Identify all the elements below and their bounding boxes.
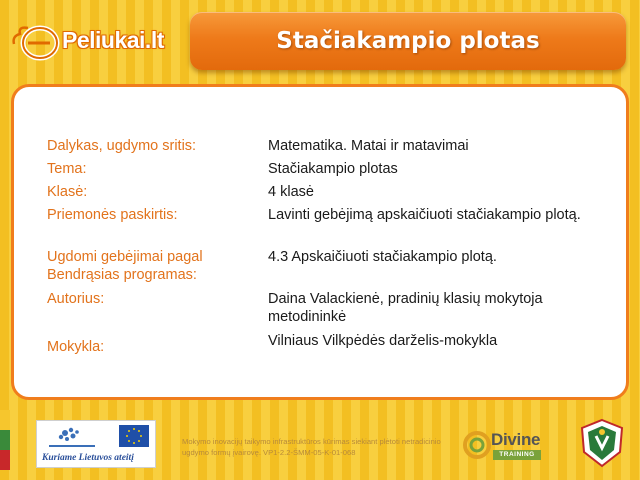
mouse-logo-icon — [10, 22, 70, 62]
info-value: Lavinti gebėjimą apskaičiuoti stačiakampio plotą. — [268, 207, 581, 223]
divine-name: Divine — [491, 430, 541, 449]
divine-sub: TRAINING — [493, 450, 541, 460]
logo-text: Peliukai.lt — [62, 27, 164, 53]
peliukai-logo[interactable] — [10, 22, 178, 62]
eu-logos-icon — [37, 421, 157, 453]
info-value: 4 klasė — [268, 184, 314, 200]
info-label: Dalykas, ugdymo sritis: — [47, 138, 197, 154]
title-bar — [190, 12, 626, 70]
flag-stripes — [0, 410, 10, 470]
info-value: Vilniaus Vilkpėdės darželis-mokykla — [268, 333, 498, 349]
school-emblem — [580, 418, 624, 468]
info-label: Priemonės paskirtis: — [47, 207, 178, 223]
eu-caption: Kuriame Lietuvos ateitį — [42, 453, 134, 463]
info-label: Autorius: — [47, 291, 105, 307]
divine-training-logo — [463, 428, 545, 464]
info-value: Stačiakampio plotas — [268, 161, 398, 177]
info-label: Klasė: — [47, 184, 88, 200]
info-label: Mokykla: — [47, 339, 105, 355]
school-shield-icon — [580, 418, 624, 468]
info-label: Ugdomi gebėjimai pagal Bendrąsias programas: — [47, 249, 203, 283]
info-value: 4.3 Apskaičiuoti stačiakampio plotą. — [268, 249, 497, 265]
project-description: Mokymo inovacijų taikymo infrastruktūros kūrimas siekiant plėtoti netradicinio ugdymo formų įvairovę. VP1-2.2-ŠMM-05-K-01-068 — [182, 437, 441, 457]
info-value: Daina Valackienė, pradinių klasių mokytoja metodininkė — [268, 291, 543, 325]
eu-funding-logos — [36, 420, 156, 468]
info-value: Matematika. Matai ir matavimai — [268, 138, 469, 154]
info-card — [11, 84, 629, 400]
info-label: Tema: — [47, 161, 87, 177]
divine-swirl-icon — [463, 428, 491, 462]
page-title: Stačiakampio plotas — [276, 28, 540, 54]
